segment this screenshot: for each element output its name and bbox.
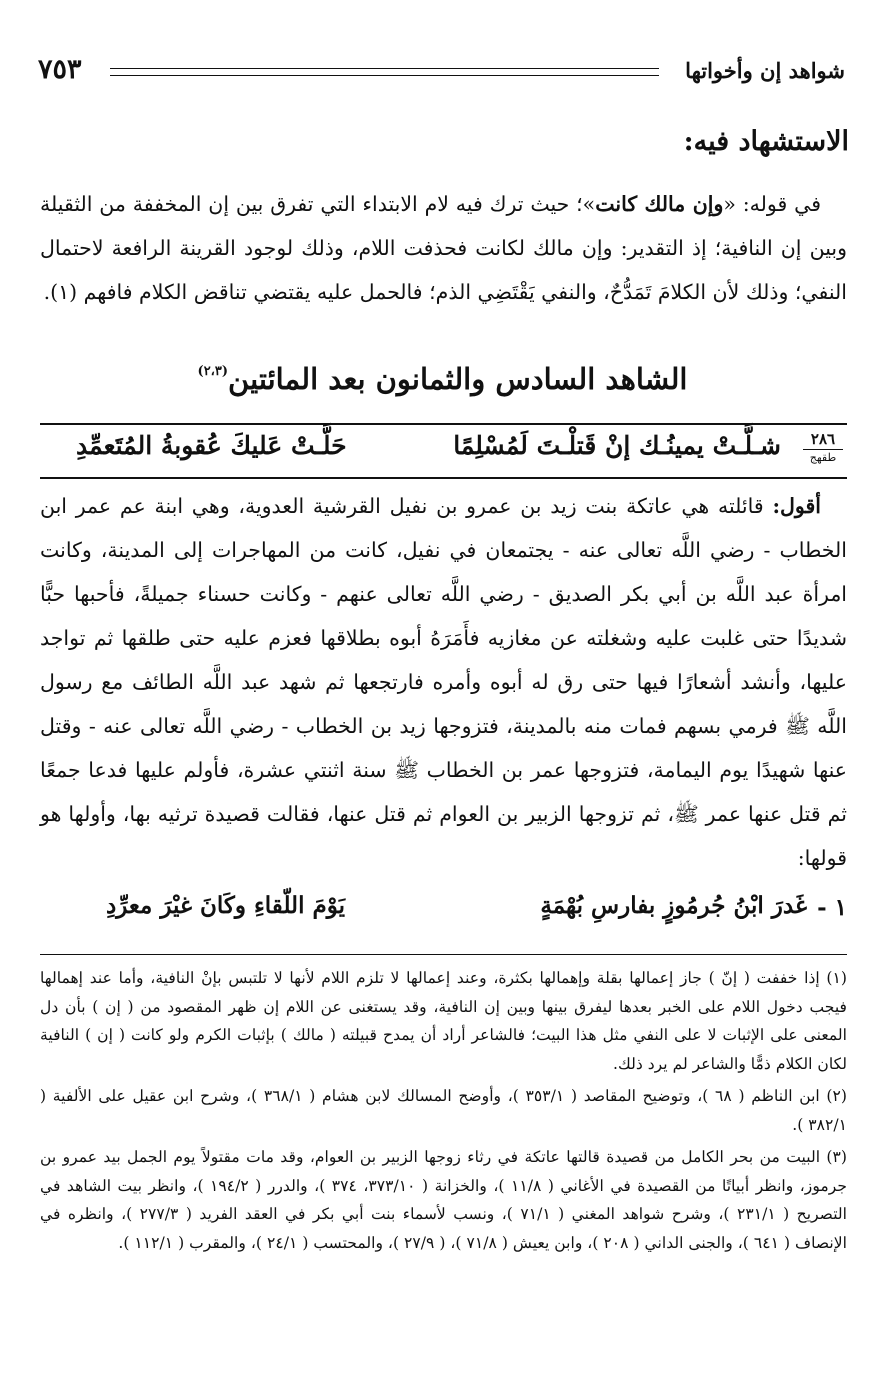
witness-title xyxy=(40,362,845,396)
commentary-text: قائلته هي عاتكة بنت زيد بن عمرو بن نفيل القرشية العدوية، وهي ابنة عم عمر ابن الخطاب - رضي اللَّه تعالى عنه - يجتمعان في نفيل، كانت من المهاجرات إلى المدينة، وكانت امرأة عبد اللَّه بن أبي بكر الصديق - رضي اللَّه تعالى عنهم - وكانت حسناء جميلةً، فأحبها حبًّا شديدًا حتى غلبت عليه وشغلته عن مغازيه فأَمَرَهُ أبوه بطلاقها فعزم عليه حتى طلقها ثم تواجد عليها، وأنشد أشعارًا فيها حتى رق له أبوه وأمره فارتجعها ثم شهد عبد اللَّه الطائف مع رسول اللَّه ﷺ فرمي بسهم فمات منه بالمدينة، فتزوجها زيد بن الخطاب - رضي اللَّه تعالى عنه - وقتل عنها شهيدًا يوم اليمامة، فتزوجها عمر بن الخطاب ﷺ سنة اثنتي عشرة، فأولم عليها فدعا جمعًا ثم قتل عنها عمر ﷺ، ثم تزوجها الزبير بن العوام ثم قتل عنها، فقالت قصيدة ترثيه بها، وأولها هو قولها: xyxy=(40,494,847,870)
witness-note-refs: (٢،٣) xyxy=(197,364,229,379)
header-double-rule xyxy=(110,68,659,76)
page-number: ٧٥٣ xyxy=(38,54,82,85)
para-lead: في قوله: « xyxy=(723,192,822,216)
poem-line-number: ١ - xyxy=(817,894,847,921)
para-rest: »؛ حيث ترك فيه لام الابتداء التي تفرق بين إن المخففة من الثقيلة وبين إن النافية؛ إذ التقدير: وإن مالك لكانت فحذفت اللام، وذلك لوجود القرينة الرافعة لاحتمال النفي؛ وذلك لأن الكلامَ تَمَدُّحٌ، والنفي يَقْتَضِي الذم؛ فالحمل عليه يقتضي تناقض الكلام فافهم (١). xyxy=(40,192,847,304)
running-title: شواهد إن وأخواتها xyxy=(685,58,845,83)
verse-hemistich-2: حَلَّـتْ عَليكَ عُقوبةُ المُتَعمِّدِ xyxy=(76,431,347,460)
evidence-paragraph xyxy=(40,182,847,314)
footnote-separator xyxy=(40,954,847,955)
poem-hemistich-2: يَوْمَ اللّقاءِ وكَانَ غيْرَ معرِّدِ xyxy=(106,892,345,919)
footnote: (٢) ابن الناظم ( ٦٨ )، وتوضيح المقاصد ( ٣٥٣/١ )، وأوضح المسالك لابن هشام ( ٣٦٨/١ )، وشرح ابن عقيل على الألفية ( ٣٨٢/١ ). xyxy=(40,1087,847,1134)
witness-verse xyxy=(40,423,847,479)
verse-number: ٢٨٦ xyxy=(803,429,843,450)
footnote: (٣) البيت من بحر الكامل من قصيدة قالتها عاتكة في رثاء زوجها الزبير بن العوام، وقد مات مقتولاً يوم الجمل بيد عمرو بن جرموز، وانظر أبياتًا من القصيدة في الأغاني ( ١١/٨ )، والخزانة ( ٣٧٣/١٠، ٣٧٤ )، والدرر ( ١٩٤/٢ )، وانظر بيت الشاهد في التصريح ( ٢٣١/١ )، وشرح شواهد المغني ( ٧١/١ )، ونسب لأسماء بنت أبي بكر في العقد الفريد ( ٢٧٧/٣ )، وانظره في الإنصاف ( ٦٤١ )، والجنى الداني ( ٢٠٨ )، وابن يعيش ( ٧١/٨ )، ( ٢٧/٩ )، والمحتسب ( ٢٤/١ )، والمقرب ( ١١٢/١ ). xyxy=(40,1148,847,1252)
commentary-label: أقول: xyxy=(772,494,821,518)
section-heading: الاستشهاد فيه: xyxy=(683,126,849,157)
para-quote: وإن مالك كانت xyxy=(595,192,724,216)
footnotes xyxy=(40,964,847,1261)
verse-meter: طقهج xyxy=(809,451,837,464)
footnote: (١) إذا خففت ( إنّ ) جاز إعمالها بقلة وإهمالها بكثرة، وعند إعمالها لا تلزم اللام لأنها لا تلتبس بإنْ النافية، وأما عند إهمالها فيجب دخول اللام على الخبر بعدها ليفرق بينها وبين إن النافية، وقد يستغنى عن اللام إن ظهر المقصود من ( إن ) بأن دل المعنى على الإثبات لا على النفي مثل هذا البيت؛ فالشاعر أراد أن يمدح قبيلته ( مالك ) بإثبات الكرم ولو كانت ( إن ) النافية لكان الكلام ذمًّا والشاعر لم يرد ذلك. xyxy=(40,969,847,1073)
running-header xyxy=(38,54,845,94)
verse-hemistich-1: شـلَّـتْ يمينُـك إنْ قَتلْـتَ لَمُسْلِمًا xyxy=(453,431,781,460)
witness-title-text: الشاهد السادس والثمانون بعد المائتين xyxy=(228,362,688,396)
poem-line xyxy=(40,890,847,934)
commentary-paragraph xyxy=(40,484,847,880)
verse-number-block xyxy=(803,429,843,466)
poem-hemistich-1: غَدرَ ابْنُ جُرمُوزٍ بفارسِ بُهْمَةٍ xyxy=(540,892,807,919)
